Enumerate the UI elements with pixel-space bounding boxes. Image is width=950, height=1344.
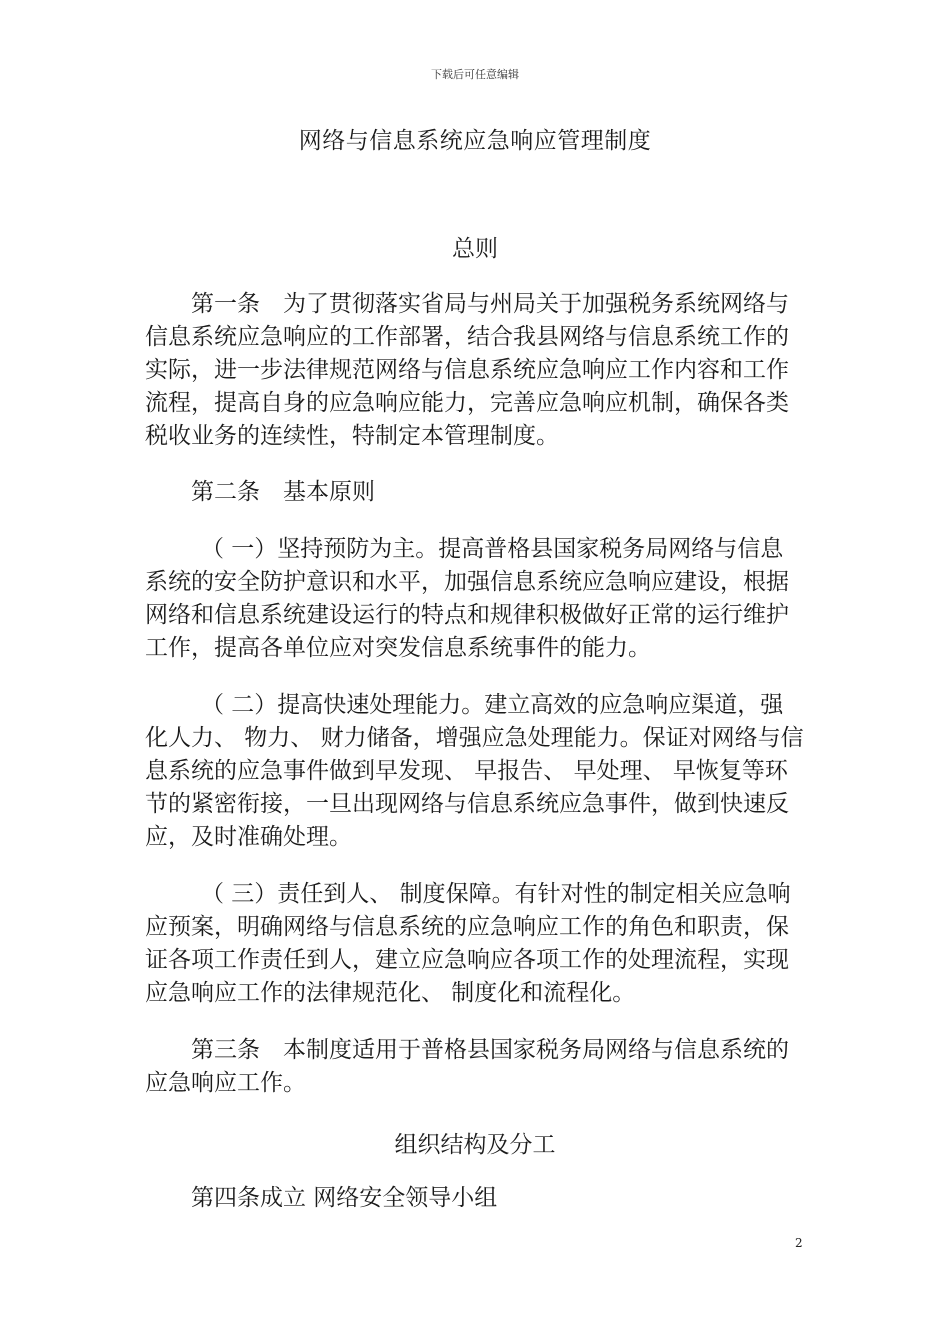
document-title: 网络与信息系统应急响应管理制度 [298, 128, 652, 154]
page-number: 2 [795, 1236, 803, 1250]
principle-1-paragraph: （ 一）坚持预防为主。提高普格县国家税务局网络与信息系统的安全防护意识和水平，加强信息系统应急响应建设，根据网络和信息系统建设运行的特点和规律积极做好正常的运行维护工作，提高各单位应对突发信息系统事件的能力。 [145, 536, 789, 661]
header-note: 下载后可任意编辑 [431, 68, 519, 81]
article-1-paragraph: 第一条 为了贯彻落实省局与州局关于加强税务系统网络与信息系统应急响应的工作部署，结合我县网络与信息系统工作的实际，进一步法律规范网络与信息系统应急响应工作内容和工作流程，提高自身的应急响应能力，完善应急响应机制，确保各类税收业务的连续性，特制定本管理制度。 [145, 291, 789, 449]
article-3-paragraph: 第三条 本制度适用于普格县国家税务局网络与信息系统的应急响应工作。 [145, 1037, 789, 1096]
section-heading-general: 总则 [452, 236, 498, 262]
principle-3-paragraph: （ 三）责任到人、 制度保障。有针对性的制定相关应急响应预案，明确网络与信息系统的应急响应工作的角色和职责，保证各项工作责任到人，建立应急响应各项工作的处理流程，实现应急响应工作的法律规范化、 制度化和流程化。 [145, 881, 791, 1006]
article-2-paragraph: 第二条 基本原则 [191, 479, 375, 505]
article-4-paragraph: 第四条成立 网络安全领导小组 [191, 1185, 498, 1211]
principle-2-paragraph: （ 二）提高快速处理能力。建立高效的应急响应渠道，强化人力、 物力、 财力储备，增强应急处理能力。保证对网络与信息系统的应急事件做到早发现、 早报告、 早处理、 早恢复等环节的紧密衔接，一旦出现网络与信息系统应急事件，做到快速反应，及时准确处理。 [145, 692, 804, 850]
section-heading-organization: 组织结构及分工 [394, 1132, 556, 1158]
